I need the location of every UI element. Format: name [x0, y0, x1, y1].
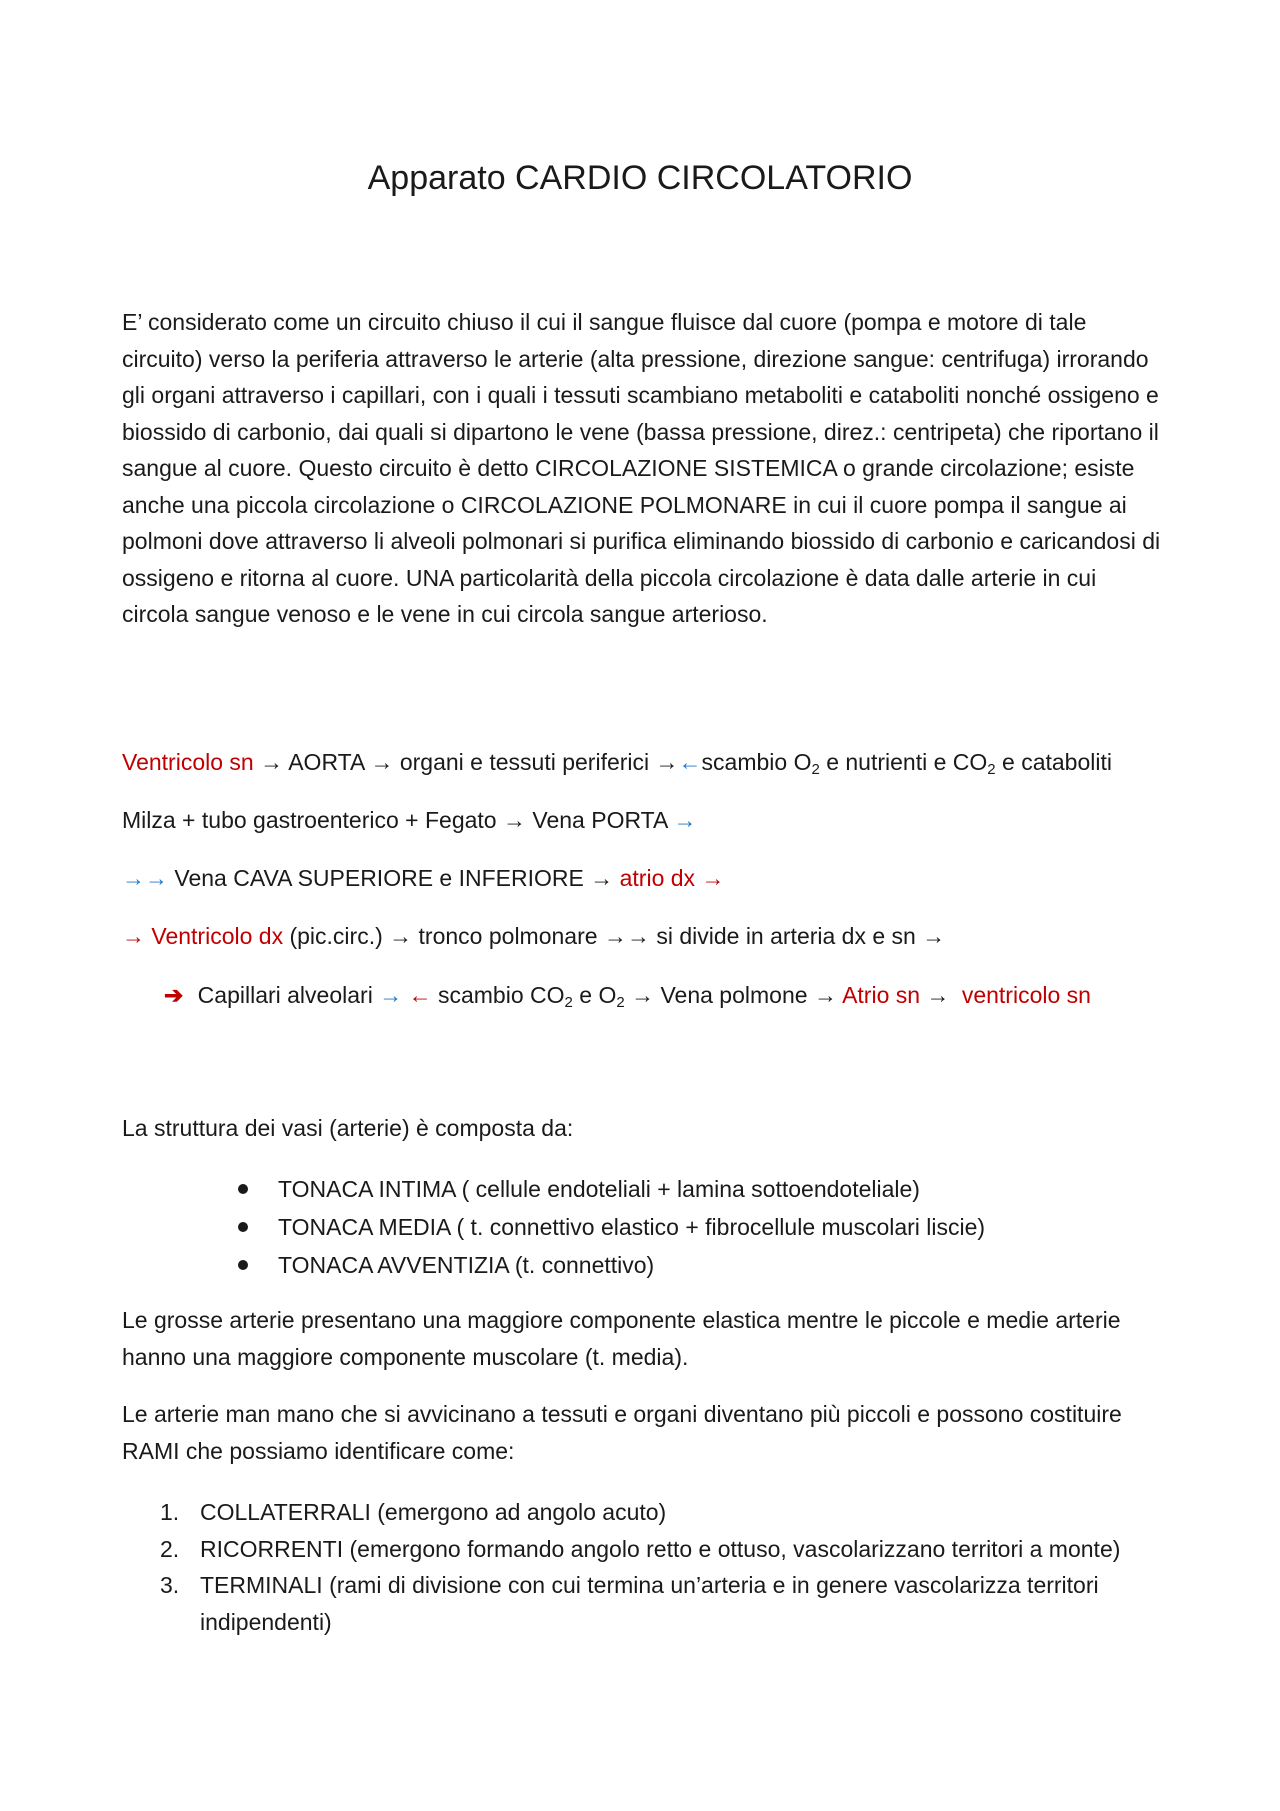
bullet-icon	[238, 1260, 248, 1270]
scambio-co2-label: scambio $CO_2$ e $O_2$	[437, 982, 625, 1011]
arrow-right-icon: →	[701, 865, 725, 891]
arrow-right-icon: →	[260, 749, 284, 775]
flow-line-4	[122, 921, 945, 951]
atrio-dx-label: atrio dx	[619, 865, 696, 891]
vena-porta-label: Vena PORTA	[532, 807, 668, 833]
double-arrow-right-icon: →→	[603, 923, 650, 949]
flow-line-5	[164, 980, 1091, 1010]
organi-label: organi e tessuti periferici	[399, 749, 650, 775]
arrow-right-icon: →	[122, 923, 145, 949]
list-item: TONACA MEDIA ( t. connettivo elastico + fibrocellule muscolari liscie)	[232, 1208, 985, 1246]
grosse-arterie-paragraph: Le grosse arterie presentano una maggiore componente elastica mentre le piccole e medie arterie hanno una maggiore componente muscolare (t. media).	[122, 1307, 1121, 1370]
arrow-right-icon: →	[673, 807, 697, 833]
arrow-left-icon: ←	[408, 982, 432, 1008]
list-item: 2. RICORRENTI (emergono formando angolo retto e ottuso, vascolarizzano territori a monte)	[160, 1535, 1121, 1562]
tronco-label: tronco polmonare	[418, 923, 598, 949]
flow-line-3	[122, 863, 724, 893]
arrow-right-icon: →	[389, 923, 413, 949]
capillari-label: Capillari alveolari	[197, 982, 373, 1008]
ventricolo-sn-label: Ventricolo sn	[122, 749, 254, 775]
bold-arrow-right-icon: ➔	[164, 982, 184, 1008]
pic-circ-label: (pic.circ.)	[283, 923, 383, 949]
bullet-icon	[238, 1184, 248, 1194]
scambio-label: scambio $O_2$ e nutrienti e $CO_2$ e cataboliti	[701, 749, 1112, 778]
bullet-icon	[238, 1222, 248, 1232]
list-item: TONACA INTIMA ( cellule endoteliali + lamina sottoendoteliale)	[232, 1170, 985, 1208]
arrow-right-icon: →	[379, 982, 403, 1008]
list-item: 3. TERMINALI (rami di divisione con cui termina un’arteria e in genere vascolarizza territori indipendenti)	[160, 1572, 1099, 1635]
milza-label: Milza + tubo gastroenterico + Fegato	[122, 807, 497, 833]
arrow-right-icon: →	[922, 923, 946, 949]
rami-intro-paragraph: Le arterie man mano che si avvicinano a tessuti e organi diventano più piccoli e possono costituire RAMI che possiamo identificare come:	[122, 1401, 1122, 1464]
arrow-right-icon: →	[370, 749, 394, 775]
vena-polmone-label: Vena polmone	[660, 982, 808, 1008]
tonache-list	[232, 1170, 985, 1284]
ventricolo-dx-label: Ventricolo dx	[151, 923, 284, 949]
intro-paragraph: E’ considerato come un circuito chiuso il cui il sangue fluisce dal cuore (pompa e motore di tale circuito) verso la periferia attraverso le arterie (alta pressione, direzione sangue: centrifuga) irrorando gli organi attraverso i capillari, con i quali i tessuti scambiano metaboliti e cataboliti nonché ossigeno e biossido di carbonio, dai quali si dipartono le vene (bassa pressione, direz.: centripeta) che riportano il sangue al cuore. Questo circuito è detto CIRCOLAZIONE SISTEMICA o grande circolazione; esiste anche una piccola circolazione o CIRCOLAZIONE POLMONARE in cui il cuore pompa il sangue ai polmoni dove attraverso li alveoli polmonari si purifica eliminando biossido di carbonio e caricandosi di ossigeno e ritorna al cuore. UNA particolarità della piccola circolazione è data dalle arterie in cui circola sangue venoso e le vene in cui circola sangue arterioso.	[122, 309, 1161, 627]
page-title: Apparato CARDIO CIRCOLATORIO	[367, 159, 913, 197]
divide-label: si divide in arteria dx e sn	[656, 923, 916, 949]
flow-line-1	[122, 747, 1112, 777]
arrow-right-icon: →	[590, 865, 614, 891]
flow-line-2	[122, 805, 696, 835]
ventricolo-sn-label: ventricolo sn	[961, 982, 1091, 1008]
arrow-right-icon: →	[655, 749, 679, 775]
arrow-right-icon: →	[503, 807, 526, 833]
aorta-label: AORTA	[288, 749, 365, 775]
arrow-left-icon: ←	[678, 749, 702, 775]
list-item: 1. COLLATERRALI (emergono ad angolo acuto)	[160, 1499, 667, 1525]
arrow-right-icon: →	[631, 982, 655, 1008]
rami-list	[160, 1494, 1170, 1640]
atrio-sn-label: Atrio sn	[842, 982, 921, 1008]
arrow-right-icon: →	[813, 982, 837, 1008]
vena-cava-label: Vena CAVA SUPERIORE e INFERIORE	[174, 865, 584, 891]
double-arrow-right-icon: →→	[122, 865, 168, 891]
arrow-right-icon: →	[926, 982, 950, 1008]
struttura-intro: La struttura dei vasi (arterie) è composta da:	[122, 1115, 574, 1141]
list-item: TONACA AVVENTIZIA (t. connettivo)	[232, 1246, 985, 1284]
